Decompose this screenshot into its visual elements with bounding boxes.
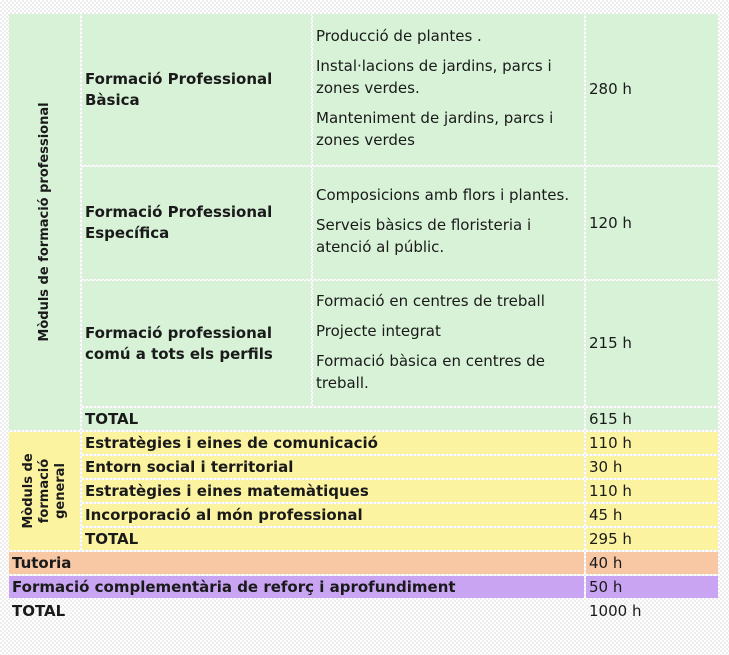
list-item: Instal·lacions de jardins, parcs i zones verdes. — [316, 56, 552, 97]
general-side-label-cell — [9, 432, 80, 550]
group-title-especifica: Formació Professional Específica — [82, 167, 311, 279]
general-row-hours: 110 h — [586, 480, 718, 502]
general-side-label — [21, 453, 69, 528]
group-title-basica: Formació Professional Bàsica — [82, 14, 311, 165]
professional-side-label-cell — [9, 14, 80, 430]
grand-total-label: TOTAL — [12, 601, 66, 620]
professional-total-hours: 615 h — [586, 408, 718, 430]
general-side-label-line: general — [52, 463, 68, 519]
group-items-basica — [313, 14, 584, 165]
tutoria-label: Tutoria — [9, 552, 584, 574]
list-item: Formació en centres de treball — [316, 291, 545, 310]
general-side-label-line: Mòduls de — [20, 453, 36, 529]
modules-table — [7, 12, 720, 624]
general-row-hours: 110 h — [586, 432, 718, 454]
list-item: Serveis bàsics de floristeria i atenció al públic. — [316, 216, 532, 256]
list-item: Formació bàsica en centres de treball. — [316, 351, 546, 392]
list-item: Manteniment de jardins, parcs i zones verdes — [316, 108, 554, 149]
general-side-label-line: formació — [36, 458, 52, 524]
list-item: Producció de plantes . — [316, 26, 482, 45]
list-item: Projecte integrat — [316, 321, 441, 340]
complementaria-label: Formació complementària de reforç i aprofundiment — [9, 576, 584, 598]
general-total-label: TOTAL — [82, 528, 584, 550]
group-hours-basica: 280 h — [586, 14, 718, 165]
professional-side-label: Mòduls de formació professional — [36, 102, 52, 342]
general-row-label: Estratègies i eines matemàtiques — [82, 480, 584, 502]
general-row-hours: 30 h — [586, 456, 718, 478]
group-items-comu — [313, 281, 584, 406]
complementaria-hours: 50 h — [586, 576, 718, 598]
general-row-label: Entorn social i territorial — [82, 456, 584, 478]
grand-total-hours: 1000 h — [589, 601, 642, 620]
list-item: Composicions amb flors i plantes. — [316, 186, 570, 204]
group-title-comu: Formació professional comú a tots els perfils — [82, 281, 311, 406]
general-row-label: Estratègies i eines de comunicació — [82, 432, 584, 454]
general-row-label: Incorporació al món professional — [82, 504, 584, 526]
general-row-hours: 45 h — [586, 504, 718, 526]
group-hours-especifica: 120 h — [586, 167, 718, 279]
group-items-especifica — [313, 167, 584, 279]
general-total-hours: 295 h — [586, 528, 718, 550]
professional-total-label: TOTAL — [82, 408, 584, 430]
group-hours-comu: 215 h — [586, 281, 718, 406]
tutoria-hours: 40 h — [586, 552, 718, 574]
